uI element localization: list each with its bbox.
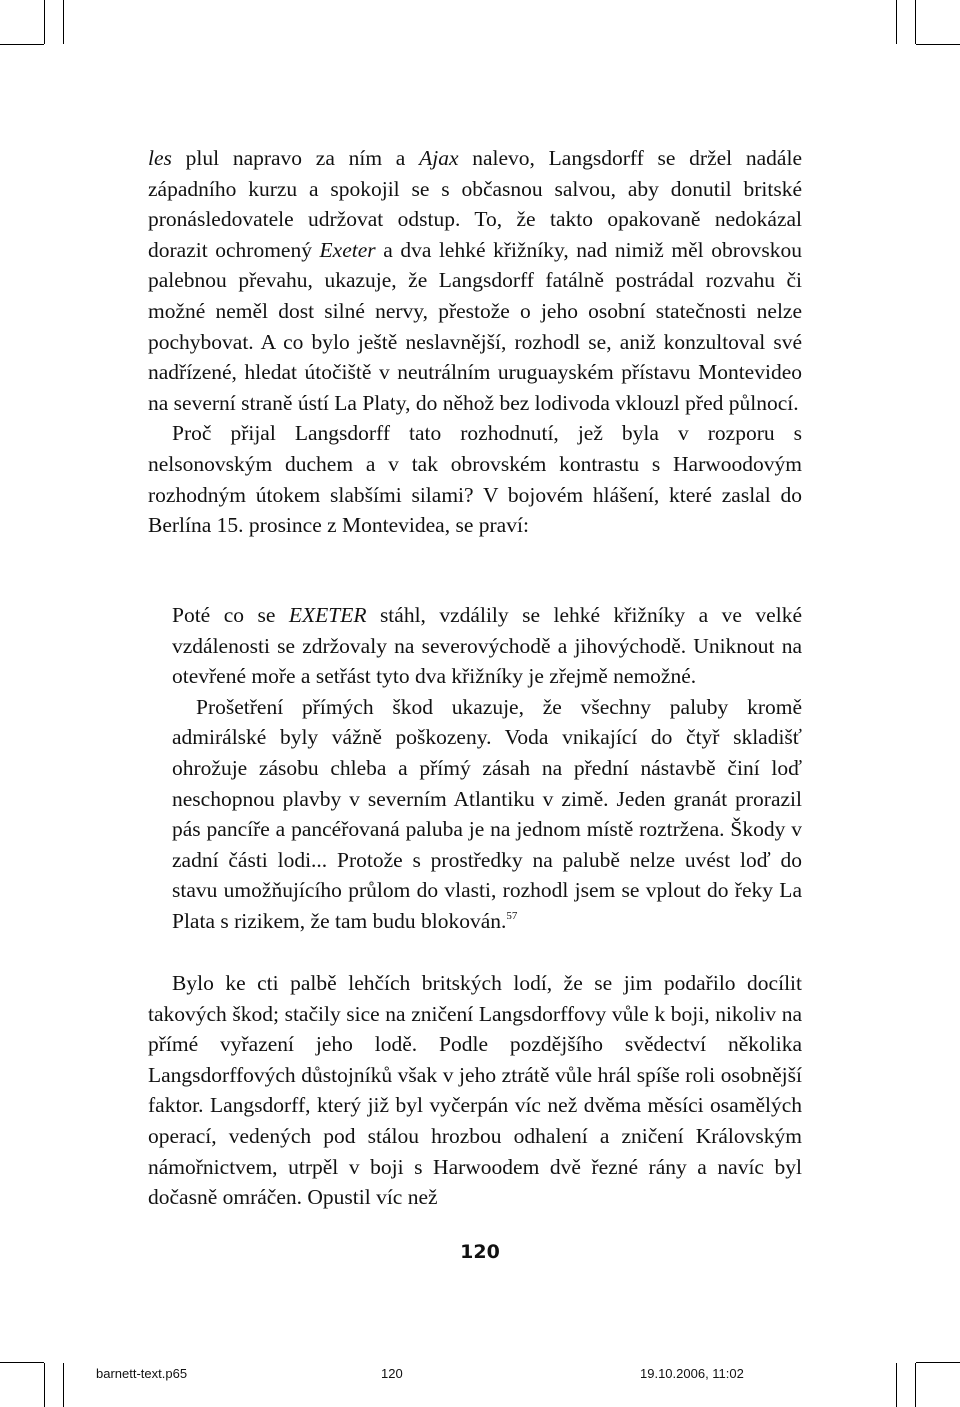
footer-timestamp: 19.10.2006, 11:02	[640, 1366, 744, 1381]
crop-mark	[896, 1363, 897, 1407]
paragraph-continued	[148, 143, 802, 418]
crop-mark	[916, 1362, 960, 1363]
ship-name: EXETER	[288, 603, 367, 627]
crop-mark	[915, 0, 916, 44]
footer-page: 120	[381, 1366, 403, 1381]
ship-name: Ajax	[419, 146, 459, 170]
crop-mark	[63, 1363, 64, 1407]
crop-mark	[916, 44, 960, 45]
text-run: stáhl, vzdálily se lehké křižníky a ve velké vzdálenosti se zdržovaly na severovýchodě a jihovýchodě. Uniknout na otevřené moře a setřást tyto dva křižníky je zřejmě nemožné.	[172, 603, 802, 689]
crop-mark	[896, 0, 897, 44]
paragraph: Bylo ke cti palbě lehčích britských lodí, že se jim podařilo docílit takových škod; stačily sice na zničení Langsdorffovy vůle k boji, nikoliv na přímé vyřazení jeho lodě. Podle pozdějšího svědectví několika Langsdorffových důstojníků však v jeho ztrátě vůle hrál spíše roli osobnější faktor. Langsdorff, který již byl vyčerpán víc než dvěma měsíci osamělých operací, vedených pod stálou hrozbou odhalení a zničení Královským námořnictvem, utrpěl v boji s Harwoodem dvě řezné rány a navíc byl dočasně omráčen. Opustil víc než	[148, 971, 802, 1210]
body-text	[148, 143, 802, 541]
footer-filename: barnett-text.p65	[96, 1366, 188, 1381]
text-run: Prošetření přímých škod ukazuje, že všechny paluby kromě admirálské byly vážně poškozeny. Voda vnikající do čtyř skladišť ohrožuje zásobu chleba a přímý zásah na přední nástavbě činí loď neschopnou plavby v severním Atlantiku v zimě. Jeden granát prorazil pás pancíře a pancéřovaná paluba je na jednom místě roztržena. Škody v zadní části lodi... Protože s prostředky na palubě nelze uvést loď do stavu umožňujícího průlom do vlasti, rozhodl jsem se vplout do řeky La Plata s rizikem, že tam budu blokován.	[172, 694, 802, 933]
crop-mark	[44, 0, 45, 44]
footnote-marker[interactable]: 57	[506, 909, 518, 922]
text-run: Poté co se	[172, 603, 289, 627]
crop-mark	[915, 1363, 916, 1407]
body-text	[148, 968, 802, 1213]
block-quote	[172, 600, 802, 937]
crop-mark	[63, 0, 64, 44]
crop-mark	[44, 1363, 45, 1407]
text-run: a dva lehké křižníky, nad nimiž měl obrovskou palebnou převahu, ukazuje, že Langsdorff fatálně postrádal rozvahu či možné neměl dost silné nervy, přestože o jeho osobní statečnosti nelze pochybovat. A co bylo ještě neslavnější, rozhodl se, aniž konzultoval své nadřízené, hledat útočiště v neutrálním uruguayském přístavu Montevideo na severní straně ústí La Platy, do něhož bez lodivoda vklouzl před půlnocí.	[148, 237, 802, 415]
crop-mark	[0, 1362, 44, 1363]
crop-mark	[0, 44, 44, 45]
text-run: nalevo, Langsdorff se držel nadále západního kurzu a spokojil se s občasnou salvou, aby donutil britské pronásledovatele udržovat odstup. To, že takto opakovaně nedokázal dorazit ochromený	[148, 146, 802, 262]
quote-paragraph	[172, 600, 802, 692]
ship-name: Exeter	[319, 237, 376, 262]
paragraph: Proč přijal Langsdorff tato rozhodnutí, jež byla v rozporu s nelsonovským duchem a v tak obrovském kontrastu s Harwoodovým rozhodným útokem slabšími silami? V bojovém hlášení, které zaslal do Berlína 15. prosince z Montevidea, se praví:	[148, 421, 802, 538]
page-number: 120	[460, 1241, 500, 1263]
text-run: plul napravo za ním a	[171, 146, 420, 170]
quote-paragraph	[172, 692, 802, 937]
italic-text: les	[148, 146, 172, 170]
